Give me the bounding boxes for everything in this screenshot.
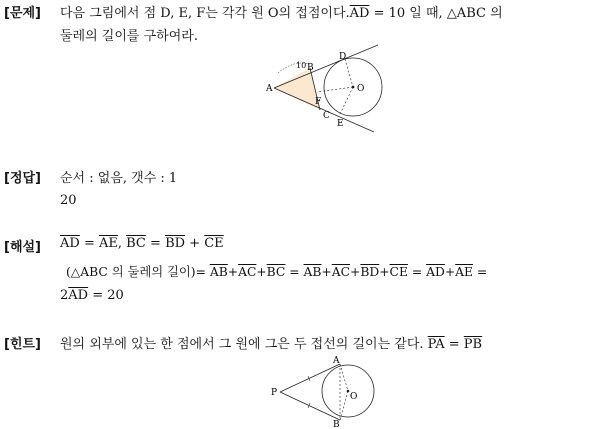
seg: $\overline{AD}$: [68, 288, 89, 303]
seg: $\overline{AD}$: [60, 236, 80, 251]
hint-line: [60, 333, 482, 352]
tangent-pb: [280, 392, 340, 420]
eq-sign: =: [79, 236, 99, 251]
problem-figure: [260, 40, 390, 135]
plus-sign: +: [379, 265, 390, 279]
plus-sign: +: [227, 265, 239, 279]
segment-ad: $\overline{AD}$: [349, 6, 370, 21]
hint-label: [힌트]: [4, 337, 41, 352]
tangent-pa: [280, 364, 340, 392]
seg: $\overline{AC}$: [238, 265, 257, 279]
label-b: B: [333, 420, 340, 429]
comma: ,: [117, 236, 127, 251]
seg: $\overline{PB}$: [463, 337, 483, 352]
problem-line-2: 둘레의 길이를 구하여라.: [60, 29, 198, 44]
eq-sign: =: [472, 265, 488, 279]
explanation-line-3: [60, 288, 124, 303]
perimeter-phrase: (△ABC 의 둘레의 길이)=: [66, 265, 210, 279]
label-d: D: [339, 52, 347, 62]
triangle-fill: [274, 68, 320, 110]
seg: $\overline{AB}$: [303, 265, 322, 279]
seg: $\overline{PA}$: [427, 337, 445, 352]
label-o: O: [350, 392, 358, 402]
center-dot: [347, 390, 350, 393]
seg: $\overline{AE}$: [455, 265, 473, 279]
radius-of: [317, 87, 353, 92]
problem-label: [문제]: [4, 6, 41, 21]
problem-text-b: = 10 일 때, △ABC 의: [369, 6, 503, 21]
radius-ob: [340, 391, 348, 420]
center-dot: [352, 86, 355, 89]
seg: $\overline{AE}$: [98, 236, 118, 251]
seg: $\overline{AB}$: [209, 265, 228, 279]
plus-sign: +: [256, 265, 267, 279]
radius-od: [345, 59, 353, 87]
explanation-line-1: [60, 236, 224, 251]
problem-line-1: [60, 2, 503, 21]
label-c: C: [323, 111, 330, 121]
radius-oe: [340, 87, 353, 114]
result: = 20: [88, 288, 124, 303]
seg: $\overline{BD}$: [360, 265, 380, 279]
hint-text: 원의 외부에 있는 한 점에서 그 원에 그은 두 접선의 길이는 같다.: [60, 337, 428, 352]
tangent-line-top: [274, 45, 378, 88]
label-e: E: [337, 119, 344, 129]
eq-sign: =: [407, 265, 427, 279]
explanation-label: [해설]: [4, 240, 41, 255]
seg: $\overline{AD}$: [426, 265, 445, 279]
label-f: F: [315, 97, 322, 107]
tangent-line-bottom: [274, 88, 374, 132]
answer-meta: 순서 : 없음, 갯수 : 1: [60, 171, 178, 186]
plus-sign: +: [444, 265, 456, 279]
seg: $\overline{AC}$: [331, 265, 351, 279]
label-b: B: [307, 63, 314, 73]
problem-text-a: 다음 그림에서 점 D, E, F는 각각 원 O의 접점이다.: [60, 6, 350, 21]
label-p: P: [271, 388, 278, 398]
label-a: A: [333, 356, 340, 366]
seg: $\overline{BC}$: [266, 265, 286, 279]
seg: $\overline{BC}$: [126, 236, 146, 251]
plus-sign: +: [321, 265, 332, 279]
hint-figure: [268, 354, 388, 429]
answer-value: 20: [60, 193, 77, 208]
label-a: A: [266, 84, 273, 94]
coefficient: 2: [60, 288, 69, 303]
eq-sign: =: [145, 236, 166, 251]
seg: $\overline{BD}$: [165, 236, 186, 251]
eq-sign: =: [285, 265, 304, 279]
radius-oa: [340, 364, 348, 391]
explanation-line-2: [66, 262, 487, 280]
seg: $\overline{CE}$: [389, 265, 408, 279]
label-o: O: [357, 84, 365, 94]
label-ten: 10: [296, 61, 307, 70]
seg: $\overline{CE}$: [204, 236, 224, 251]
answer-label: [정답]: [4, 171, 41, 186]
plus-sign: +: [350, 265, 361, 279]
eq-sign: =: [444, 337, 464, 352]
plus-sign: +: [185, 236, 205, 251]
